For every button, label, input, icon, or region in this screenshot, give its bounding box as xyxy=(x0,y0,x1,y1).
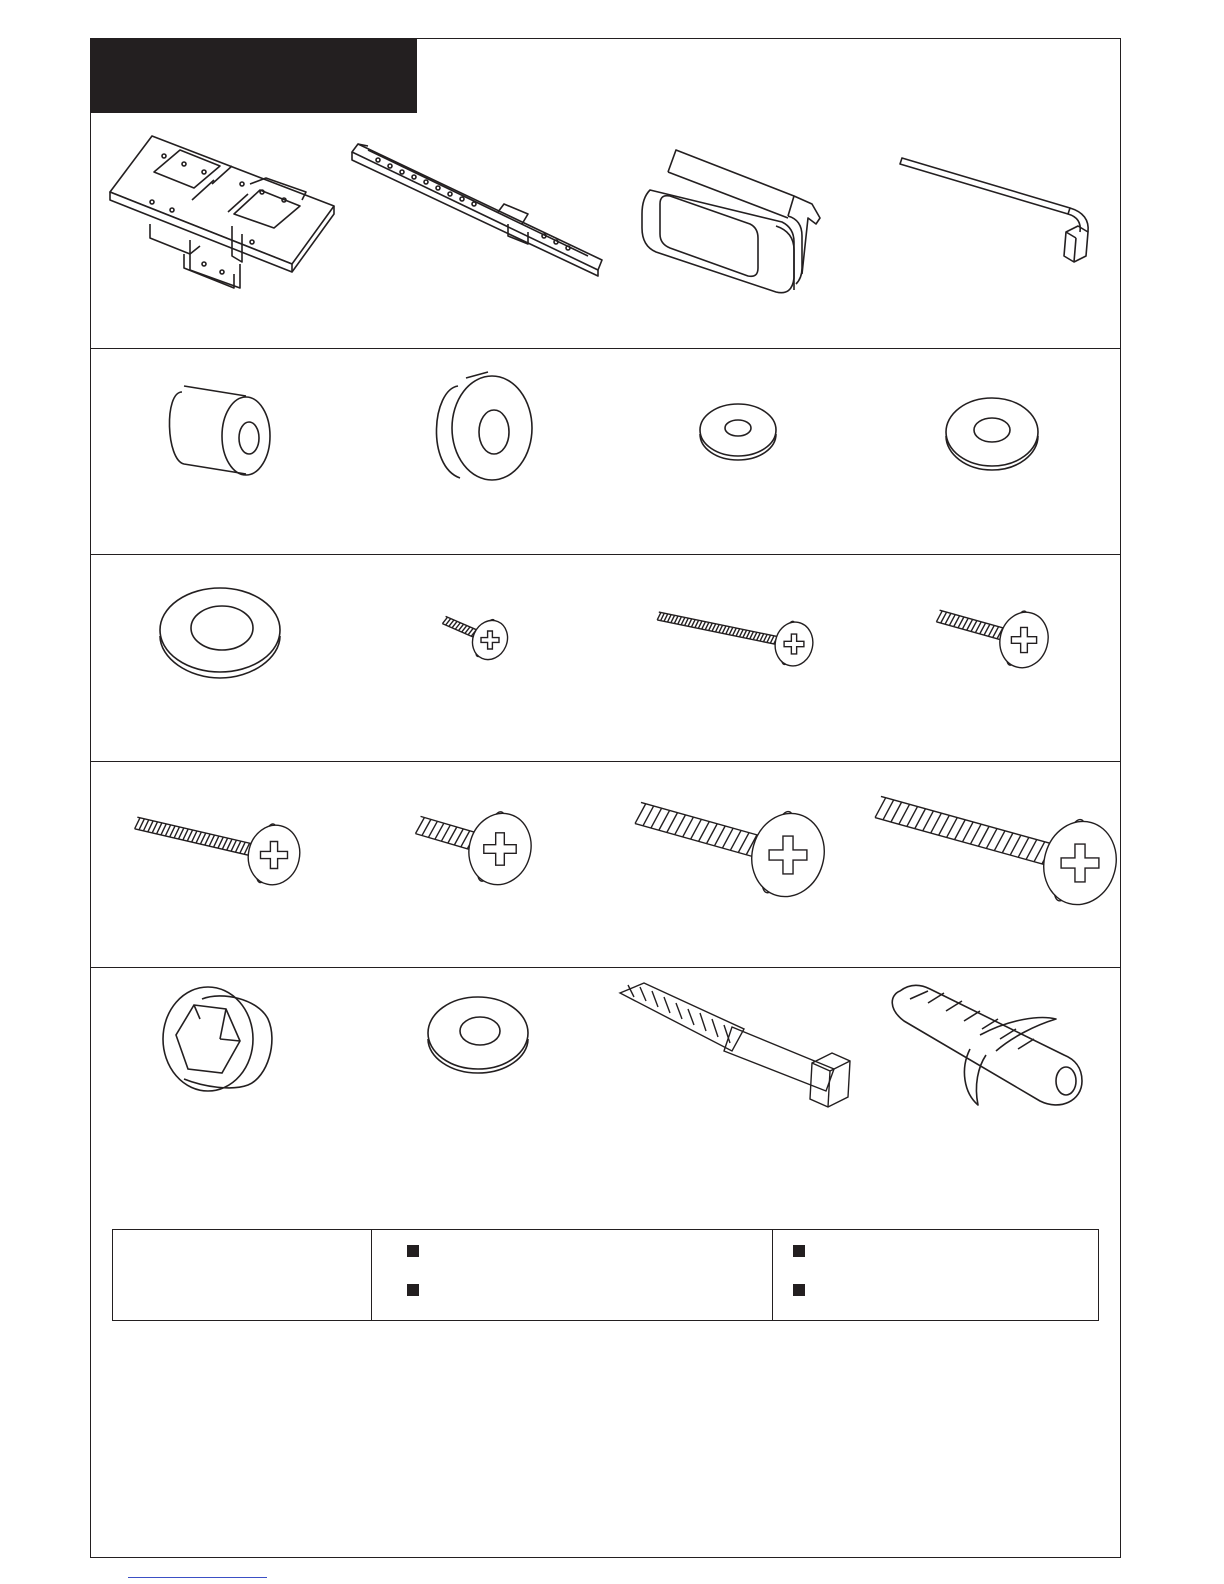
washer-large-icon xyxy=(92,556,348,761)
part-screw-m8-medium xyxy=(604,763,860,967)
screw-m5-long-icon xyxy=(92,763,348,967)
part-lag-bolt xyxy=(604,969,860,1179)
part-concrete-anchor xyxy=(860,969,1120,1179)
part-washer-lag xyxy=(348,969,604,1179)
screw-m8-medium-icon xyxy=(604,763,860,967)
part-spacer-long xyxy=(92,350,348,554)
part-hex-key xyxy=(860,114,1120,348)
hex-key-icon xyxy=(860,114,1120,348)
part-screw-m4-short xyxy=(348,556,604,761)
part-spacer-short xyxy=(348,350,604,554)
screw-m8-long-icon xyxy=(860,763,1120,967)
section-header xyxy=(90,38,417,113)
square-bullet-icon xyxy=(407,1245,419,1257)
part-wall-plate xyxy=(92,114,348,348)
square-bullet-icon xyxy=(793,1284,805,1296)
part-screw-m6-short xyxy=(348,763,604,967)
part-screw-m4-long xyxy=(604,556,860,761)
row-divider xyxy=(90,761,1121,762)
wall-plate-icon xyxy=(92,114,348,348)
row-divider xyxy=(90,348,1121,349)
screw-m4-long-icon xyxy=(604,556,860,761)
part-washer-small xyxy=(604,350,860,554)
part-screw-m5-long xyxy=(92,763,348,967)
lag-bolt-icon xyxy=(604,969,860,1179)
part-tv-bracket xyxy=(348,114,604,348)
square-bullet-icon xyxy=(793,1245,805,1257)
washer-medium-icon xyxy=(860,350,1120,554)
cable-clip-icon xyxy=(604,114,860,348)
part-screw-m5-short xyxy=(860,556,1120,761)
spacer-short-icon xyxy=(348,350,604,554)
screw-m5-short-icon xyxy=(860,556,1120,761)
part-washer-large xyxy=(92,556,348,761)
washer-lag-icon xyxy=(348,969,604,1179)
legend-column-divider xyxy=(371,1230,372,1320)
row-divider xyxy=(90,967,1121,968)
concrete-anchor-icon xyxy=(860,969,1120,1179)
legend-table xyxy=(112,1229,1099,1321)
screw-m4-short-icon xyxy=(348,556,604,761)
spacer-long-icon xyxy=(92,350,348,554)
footer-link-underline[interactable] xyxy=(128,1577,267,1578)
square-bullet-icon xyxy=(407,1284,419,1296)
washer-small-icon xyxy=(604,350,860,554)
socket-icon xyxy=(92,969,348,1179)
part-screw-m8-long xyxy=(860,763,1120,967)
part-socket xyxy=(92,969,348,1179)
row-divider xyxy=(90,554,1121,555)
part-washer-medium xyxy=(860,350,1120,554)
part-cable-clip xyxy=(604,114,860,348)
screw-m6-short-icon xyxy=(348,763,604,967)
legend-column-divider xyxy=(772,1230,773,1320)
tv-bracket-icon xyxy=(348,114,604,348)
